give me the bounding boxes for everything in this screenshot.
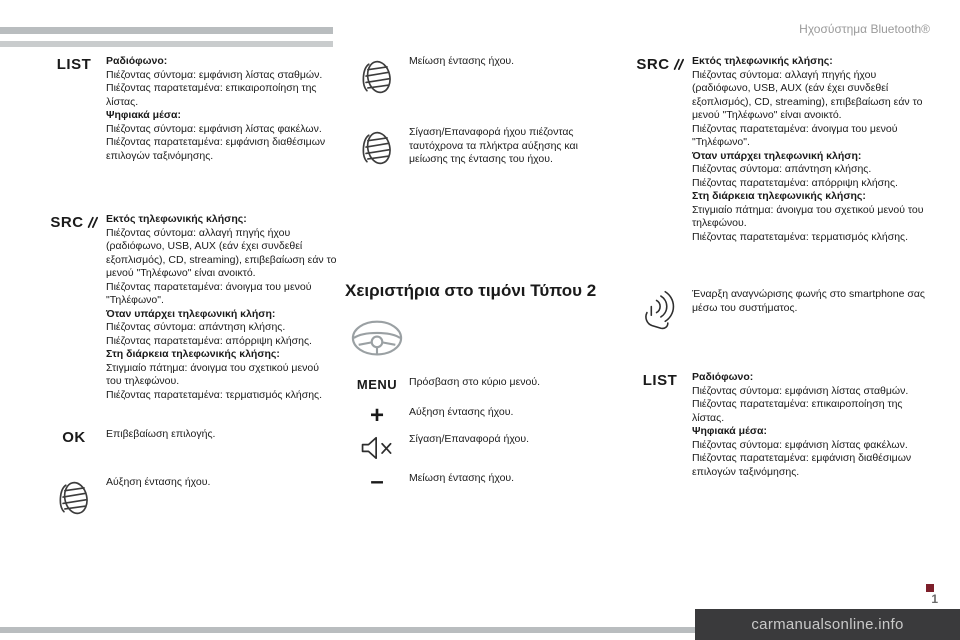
volume-up-description: Αύξηση έντασης ήχου.	[106, 476, 211, 488]
text-line: Πιέζοντας παρατεταμένα: απόρριψη κλήσης.	[692, 176, 898, 189]
voice-description: Έναρξη αναγνώρισης φωνής στο smartphone σας μέσω του συστήματος.	[692, 288, 925, 314]
steering-wheel-row	[345, 317, 613, 360]
column-right	[628, 55, 930, 479]
text-line: Πιέζοντας σύντομα: εμφάνιση λίστας φακέλων.	[692, 438, 908, 451]
menu-control-row	[345, 376, 613, 392]
text-line: Στη διάρκεια τηλεφωνικής κλήσης:	[692, 190, 866, 202]
top-stripe	[0, 27, 333, 34]
text-line: Όταν υπάρχει τηλεφωνική κλήση:	[692, 149, 862, 162]
plus-description: Αύξηση έντασης ήχου.	[409, 406, 514, 418]
steering-wheel-icon	[350, 318, 404, 360]
text-line: Ψηφιακά μέσα:	[692, 425, 767, 437]
src-control-row	[628, 55, 930, 244]
minus-icon: –	[370, 468, 384, 495]
text-line: Όταν υπάρχει τηλεφωνική κλήση:	[106, 307, 276, 320]
text-line: Πιέζοντας παρατεταμένα: εμφάνιση διαθέσιμων επιλογών ταξινόμησης.	[106, 136, 326, 162]
text-line: Ραδιόφωνο:	[106, 55, 168, 67]
menu-description: Πρόσβαση στο κύριο μενού.	[409, 376, 540, 388]
text-line: Πιέζοντας παρατεταμένα: άνοιγμα του μενού "Τηλέφωνο".	[692, 122, 898, 148]
text-line: Πιέζοντας σύντομα: εμφάνιση λίστας φακέλων.	[106, 122, 322, 135]
volume-up-row	[42, 476, 337, 519]
src-control-row	[42, 213, 337, 402]
text-line: Πιέζοντας σύντομα: απάντηση κλήσης.	[692, 163, 872, 175]
plus-control-row	[345, 402, 613, 429]
list-button-label: LIST	[642, 372, 678, 389]
voice-recognition-icon	[640, 289, 680, 331]
text-line: Στη διάρκεια τηλεφωνικής κλήσης:	[106, 348, 280, 360]
text-line: Πιέζοντας παρατεταμένα: επικαιροποίηση της λίστας.	[106, 82, 317, 108]
volume-down-row	[345, 55, 613, 98]
thumbwheel-icon	[356, 56, 398, 98]
ok-description: Επιβεβαίωση επιλογής.	[106, 428, 216, 440]
mute-combo-row	[345, 126, 613, 169]
plus-icon: +	[369, 402, 384, 429]
watermark	[695, 609, 960, 640]
text-line: Πιέζοντας σύντομα: εμφάνιση λίστας σταθμών.	[692, 384, 909, 397]
list-control-row	[628, 371, 930, 479]
text-line: Πιέζοντας σύντομα: αλλαγή πηγής ήχου (ραδιόφωνο, USB, AUX (εάν έχει συνδεθεί εξοπλισμός), CD, streaming), επιβεβαίωση εάν το μενού "Τηλέφωνο" είναι ανοικτό.	[106, 226, 337, 279]
src-button-label: SRC	[50, 214, 84, 231]
ok-button-label: OK	[62, 429, 86, 446]
src-slashes-icon	[672, 56, 684, 72]
text-line: Πιέζοντας παρατεταμένα: τερματισμός κλήσης.	[106, 388, 323, 401]
text-line: Πιέζοντας σύντομα: εμφάνιση λίστας σταθμών.	[106, 68, 323, 81]
voice-recognition-row	[628, 288, 930, 331]
text-line: Πιέζοντας παρατεταμένα: επικαιροποίηση της λίστας.	[692, 398, 903, 424]
menu-button-label: MENU	[356, 377, 398, 392]
text-line: Πιέζοντας παρατεταμένα: απόρριψη κλήσης.	[106, 334, 312, 347]
section-heading-type2: Χειριστήρια στο τιμόνι Τύπου 2	[345, 281, 597, 300]
mute-description: Σίγαση/Επαναφορά ήχου.	[409, 433, 530, 445]
watermark-text: carmanualsonline.info	[751, 616, 904, 633]
mute-combo-description: Σίγαση/Επαναφορά ήχου πιέζοντας ταυτόχρονα τα πλήκτρα αύξησης και μείωσης της έντασης του ήχου.	[409, 126, 578, 165]
ok-control-row	[42, 428, 337, 446]
text-line: Εκτός τηλεφωνικής κλήσης:	[692, 55, 833, 67]
text-line: Στιγμιαίο πάτημα: άνοιγμα του σχετικού μενού του τηλεφώνου.	[692, 203, 924, 229]
list-button-label: LIST	[56, 56, 92, 73]
src-description	[692, 55, 930, 244]
src-description	[106, 213, 337, 402]
thumbwheel-icon	[53, 477, 95, 519]
volume-down-description: Μείωση έντασης ήχου.	[409, 55, 515, 67]
text-line: Πιέζοντας παρατεταμένα: εμφάνιση διαθέσιμων επιλογών ταξινόμησης.	[692, 452, 912, 478]
page-header-title: Ηχοσύστημα Bluetooth®	[799, 22, 930, 36]
section-color-marker	[926, 584, 934, 592]
text-line: Πιέζοντας σύντομα: αλλαγή πηγής ήχου (ραδιόφωνο, USB, AUX (εάν έχει συνδεθεί εξοπλισμός), CD, streaming), επιβεβαίωση εάν το μενού "Τηλέφωνο" είναι ανοικτό.	[692, 68, 923, 121]
text-line: Στιγμιαίο πάτημα: άνοιγμα του σχετικού μενού του τηλεφώνου.	[106, 361, 319, 387]
src-slashes-icon	[86, 214, 98, 230]
mute-control-row	[345, 433, 613, 462]
minus-description: Μείωση έντασης ήχου.	[409, 472, 515, 484]
column-middle	[345, 55, 613, 495]
minus-control-row	[345, 468, 613, 495]
text-line: Πιέζοντας παρατεταμένα: άνοιγμα του μενού "Τηλέφωνο".	[106, 280, 312, 306]
src-button-label: SRC	[636, 56, 670, 73]
text-line: Ραδιόφωνο:	[692, 371, 754, 383]
column-left	[42, 55, 337, 519]
text-line: Εκτός τηλεφωνικής κλήσης:	[106, 213, 247, 225]
mute-speaker-icon	[360, 434, 394, 462]
thumbwheel-icon	[356, 127, 398, 169]
text-line: Ψηφιακά μέσα:	[106, 109, 181, 121]
top-stripe-2	[0, 41, 333, 47]
list-description	[106, 55, 337, 163]
list-control-row	[42, 55, 337, 163]
text-line: Πιέζοντας σύντομα: απάντηση κλήσης.	[106, 321, 286, 333]
list-description	[692, 371, 930, 479]
text-line: Πιέζοντας παρατεταμένα: τερματισμός κλήσης.	[692, 230, 909, 243]
page-number: 1	[931, 592, 938, 606]
